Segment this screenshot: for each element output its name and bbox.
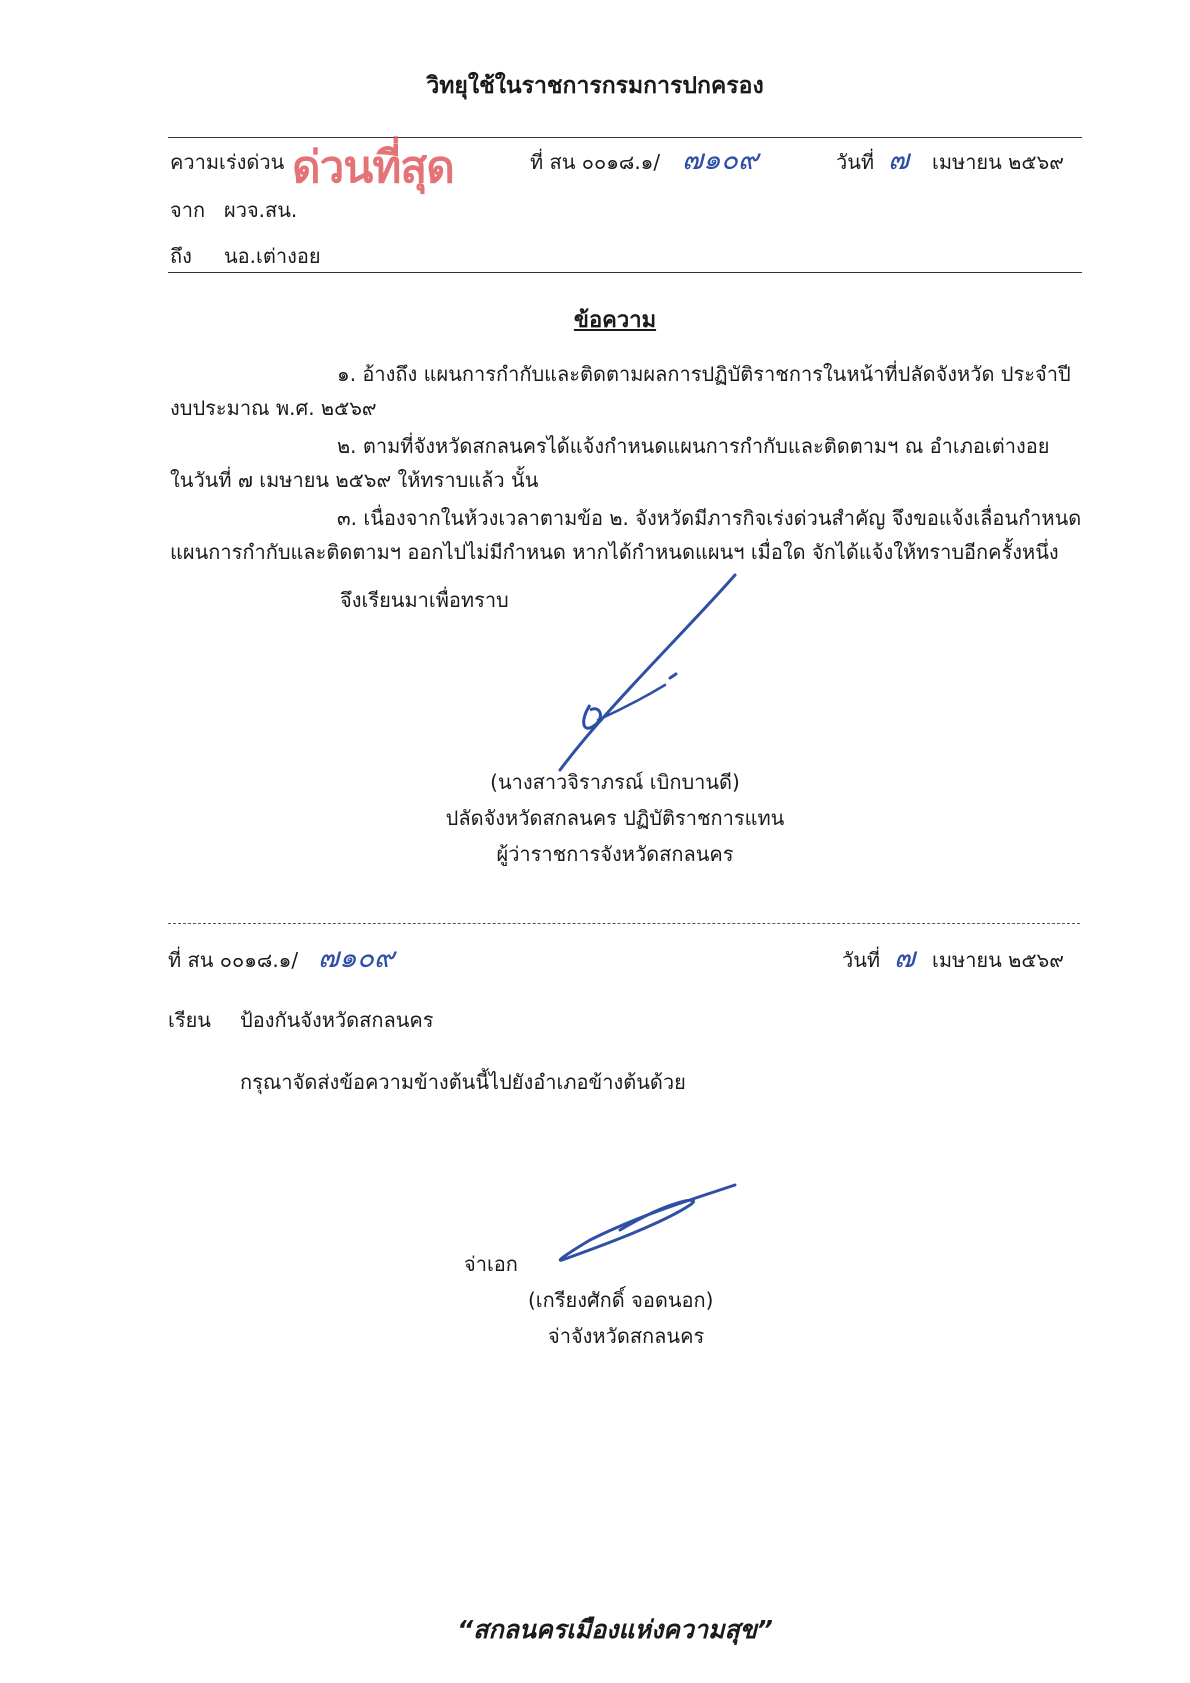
header-bottom-rule (168, 272, 1082, 273)
forward-date-label: วันที่ (842, 948, 881, 972)
forward-ref-label: ที่ สน ๐๐๑๘.๑/ (168, 948, 299, 972)
from-value: ผวจ.สน. (224, 198, 298, 222)
signature-2-icon (550, 1180, 740, 1270)
closing-text: จึงเรียนมาเพื่อทราบ (340, 588, 509, 612)
paragraph-1-line-2: งบประมาณ พ.ศ. ๒๕๖๙ (170, 396, 377, 420)
date-label: วันที่ (836, 150, 875, 174)
forward-to-value: ป้องกันจังหวัดสกลนคร (240, 1008, 434, 1032)
paragraph-3-line-1: ๓. เนื่องจากในห้วงเวลาตามข้อ ๒. จังหวัดมีภารกิจเร่งด่วนสำคัญ จึงขอแจ้งเลื่อนกำหนด (337, 506, 1082, 530)
forward-signatory-name: (เกรียงศักดิ์ จอดนอก) (528, 1288, 714, 1312)
message-heading: ข้อความ (573, 308, 657, 333)
document-title: วิทยุใช้ในราชการกรมการปกครอง (426, 73, 764, 99)
paragraph-2-line-2: ในวันที่ ๗ เมษายน ๒๕๖๙ ให้ทราบแล้ว นั้น (170, 468, 539, 492)
urgency-label: ความเร่งด่วน (170, 150, 285, 174)
paragraph-2-line-1: ๒. ตามที่จังหวัดสกลนครได้แจ้งกำหนดแผนการกำกับและติดตามฯ ณ อำเภอเต่างอย (337, 434, 1050, 458)
to-value: นอ.เต่างอย (224, 244, 321, 268)
forward-separator (168, 923, 1080, 924)
signatory-1-position-2: ผู้ว่าราชการจังหวัดสกลนคร (496, 842, 734, 866)
slogan: “สกลนครเมืองแห่งความสุข” (457, 1615, 773, 1644)
ref-label: ที่ สน ๐๐๑๘.๑/ (530, 150, 661, 174)
urgency-stamp: ด่วนที่สุด (292, 142, 454, 193)
forward-rank: จ่าเอก (464, 1252, 518, 1276)
forward-date-month-year: เมษายน ๒๕๖๙ (932, 948, 1064, 972)
date-month-year: เมษายน ๒๕๖๙ (932, 150, 1064, 174)
date-day-handwritten: ๗ (888, 143, 910, 176)
signatory-1-position-1: ปลัดจังหวัดสกลนคร ปฏิบัติราชการแทน (445, 806, 785, 830)
signature-1-icon (540, 570, 740, 780)
paragraph-3-line-2: แผนการกำกับและติดตามฯ ออกไปไม่มีกำหนด หากได้กำหนดแผนฯ เมื่อใด จักได้แจ้งให้ทราบอีกครั้งหนึ่ง (170, 540, 1059, 564)
signatory-1-name: (นางสาวจิราภรณ์ เบิกบานดี) (490, 770, 740, 794)
ref-number-handwritten: ๗๑๐๙ (682, 143, 759, 176)
forward-date-day-handwritten: ๗ (894, 941, 916, 974)
forward-ref-number-handwritten: ๗๑๐๙ (318, 941, 395, 974)
forward-to-label: เรียน (168, 1008, 211, 1032)
to-label: ถึง (170, 244, 192, 268)
forward-instruction: กรุณาจัดส่งข้อความข้างต้นนี้ไปยังอำเภอข้างต้นด้วย (240, 1070, 686, 1094)
forward-signatory-position: จ่าจังหวัดสกลนคร (548, 1324, 705, 1348)
paragraph-1-line-1: ๑. อ้างถึง แผนการกำกับและติดตามผลการปฏิบัติราชการในหน้าที่ปลัดจังหวัด ประจำปี (337, 362, 1071, 386)
from-label: จาก (170, 198, 206, 222)
